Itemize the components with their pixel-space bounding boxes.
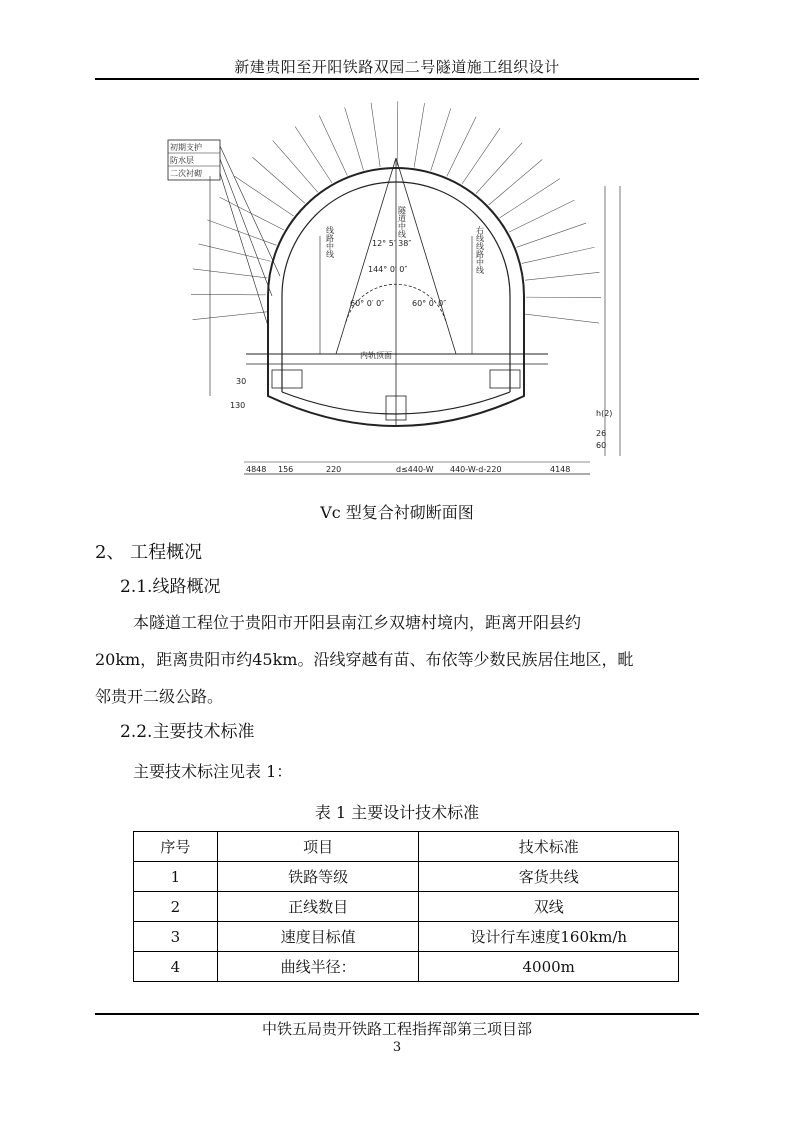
table-cell: 速度目标值: [217, 922, 419, 952]
page-number: 3: [392, 1040, 402, 1055]
figure-caption: Vc 型复合衬砌断面图: [320, 503, 474, 522]
table-row: [134, 892, 679, 922]
radial-line: [509, 200, 574, 232]
dim-label: 440-W-d-220: [450, 465, 502, 474]
dim-label: 130: [230, 401, 246, 410]
subsection-heading: 2.1.线路概况: [120, 577, 221, 597]
table-header-cell: 序号: [134, 832, 218, 862]
table-header-cell: 技术标准: [419, 832, 679, 862]
radial-line: [525, 314, 599, 323]
vertical-label: 线路中线: [325, 226, 335, 258]
center-label: 内轨顶面: [360, 351, 392, 360]
body-paragraph: [95, 604, 699, 715]
radial-line: [193, 269, 267, 278]
legend-label: 二次衬砌: [170, 169, 202, 178]
dim-label: 30: [236, 377, 247, 386]
radial-line: [295, 126, 332, 182]
table-cell: 2: [134, 892, 218, 922]
footer-rule: [95, 1013, 699, 1015]
footer-organization: 中铁五局贵开铁路工程指挥部第三项目部: [261, 1020, 532, 1038]
radial-line: [517, 223, 587, 247]
dim-label: 4848: [246, 465, 267, 474]
dim-label: h(2): [596, 409, 613, 418]
table-cell: 客货共线: [419, 862, 679, 892]
legend-label: 防水层: [170, 156, 194, 165]
section-heading: 2、 工程概况: [95, 542, 203, 563]
paragraph-line: 20km，距离贵阳市约45km。沿线穿越有苗、布依等少数民族居住地区，毗: [95, 650, 634, 669]
radial-line: [198, 244, 270, 261]
paragraph-line: 邻贵开二级公路。: [95, 687, 224, 706]
radial-line: [522, 247, 595, 263]
radial-line: [414, 103, 424, 167]
table-reference-note: 主要技术标注见表 1：: [133, 762, 293, 781]
radial-line: [447, 117, 476, 177]
table-row: [134, 862, 679, 892]
radial-line: [207, 220, 276, 245]
dim-label: 4148: [550, 465, 571, 474]
dim-label: 156: [278, 465, 294, 474]
radial-line: [371, 103, 380, 167]
page-header-title: 新建贵阳至开阳铁路双园二号隧道施工组织设计: [234, 58, 560, 76]
angle-label: 60° 0′ 0″: [412, 299, 447, 308]
tunnel-cross-section-drawing: [150, 96, 642, 488]
dim-label: 26: [596, 429, 607, 438]
table-header-row: [134, 832, 679, 862]
radial-line: [191, 294, 266, 295]
radial-line: [525, 272, 599, 280]
dim-label: 60: [596, 441, 607, 450]
vertical-label: 隧道中线: [397, 206, 407, 238]
radial-line: [273, 140, 318, 192]
vertical-label: 右线线路中线: [475, 226, 485, 274]
table-cell: 1: [134, 862, 218, 892]
radial-line: [193, 312, 267, 320]
table-cell: 双线: [419, 892, 679, 922]
radial-line: [462, 128, 500, 184]
radial-line: [476, 143, 522, 194]
table-cell: 4000m: [419, 952, 679, 982]
subsection-heading: 2.2.主要技术标准: [120, 722, 255, 742]
radial-line: [526, 297, 601, 298]
radial-line: [345, 107, 364, 170]
dim-label: 220: [326, 465, 342, 474]
table-row: [134, 952, 679, 982]
angle-label: 144° 0′ 0″: [368, 265, 408, 274]
table-row: [134, 922, 679, 952]
table-cell: 铁路等级: [217, 862, 419, 892]
radial-line: [431, 108, 451, 170]
legend-label: 初期支护: [170, 143, 202, 152]
table-cell: 4: [134, 952, 218, 982]
radial-line: [252, 157, 305, 203]
radial-line: [489, 159, 542, 204]
table-cell: 曲线半径：: [217, 952, 419, 982]
table-cell: 正线数目: [217, 892, 419, 922]
table-cell: 设计行车速度160km/h: [419, 922, 679, 952]
radial-line: [397, 101, 398, 166]
paragraph-line: 本隧道工程位于贵阳市开阳县南江乡双塘村境内，距离开阳县约: [133, 613, 582, 632]
table-caption: 表 1 主要设计技术标准: [314, 803, 480, 822]
angle-label: 60° 0′ 0″: [350, 299, 385, 308]
dim-label: d≤440-W: [396, 465, 434, 474]
radial-line: [319, 115, 347, 175]
table-cell: 3: [134, 922, 218, 952]
spec-table: [133, 831, 679, 982]
angle-label: 12° 5′ 38″: [372, 239, 412, 248]
header-rule: [95, 78, 699, 80]
table-header-cell: 项目: [217, 832, 419, 862]
